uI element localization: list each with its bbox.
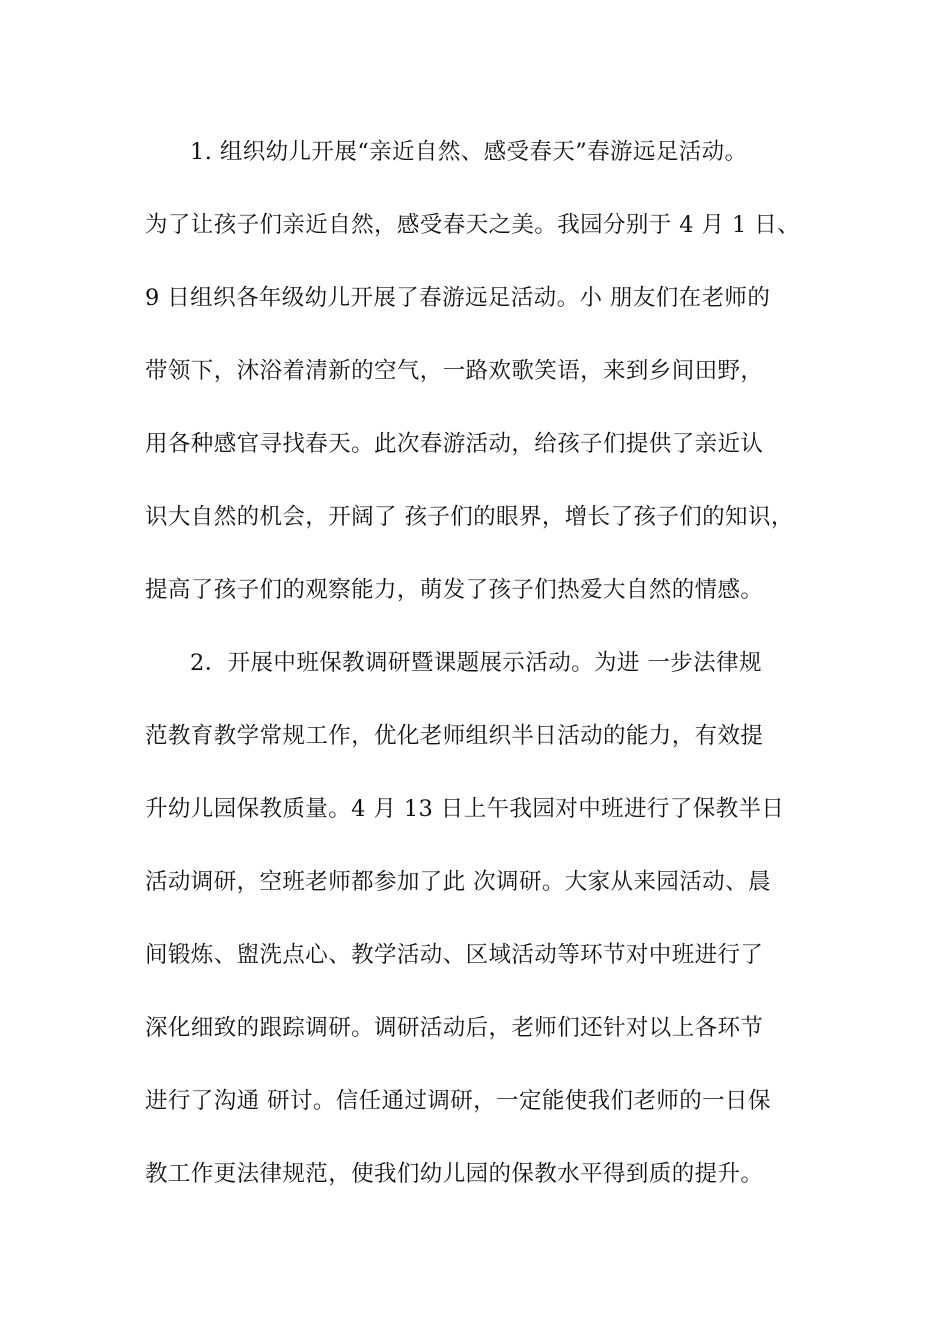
paragraph-2-line-3: 升幼儿园保教质量。4 月 13 日上午我园对中班进行了保教半日: [145, 796, 785, 822]
paragraph-1-line-7: 提高了孩子们的观察能力，萌发了孩子们热爱大自然的情感。: [145, 577, 764, 603]
paragraph-2-line-7: 进行了沟通 研讨。信任通过调研，一定能使我们老师的一日保: [145, 1088, 771, 1114]
paragraph-2-line-2: 范教育教学常规工作，优化老师组织半日活动的能力，有效提: [145, 723, 764, 749]
paragraph-1-line-1: 1. 组织幼儿开展“亲近自然、感受春天”春游远足活动。: [190, 139, 748, 165]
paragraph-1-line-6: 识大自然的机会，开阔了 孩子们的眼界，增长了孩子们的知识，: [145, 504, 794, 530]
paragraph-1-line-3: 9 日组织各年级幼儿开展了春游远足活动。小 朋友们在老师的: [145, 285, 771, 311]
paragraph-2-line-1: 2．开展中班保教调研暨课题展示活动。为进 一步法律规: [190, 650, 762, 676]
paragraph-2-line-4: 活动调研，空班老师都参加了此 次调研。大家从来园活动、晨: [145, 869, 771, 895]
paragraph-1-line-2: 为了让孩子们亲近自然，感受春天之美。我园分别于 4 月 1 日、: [145, 212, 801, 238]
paragraph-2-line-6: 深化细致的跟踪调研。调研活动后，老师们还针对以上各环节: [145, 1015, 764, 1041]
paragraph-1-line-4: 带领下，沐浴着清新的空气，一路欢歌笑语，来到乡间田野，: [145, 358, 764, 384]
paragraph-1-line-5: 用各种感官寻找春天。此次春游活动，给孩子们提供了亲近认: [145, 431, 764, 457]
paragraph-2-line-5: 间锻炼、盥洗点心、教学活动、区域活动等环节对中班进行了: [145, 942, 764, 968]
paragraph-2-line-8: 教工作更法律规范，使我们幼儿园的保教水平得到质的提升。: [145, 1161, 764, 1187]
